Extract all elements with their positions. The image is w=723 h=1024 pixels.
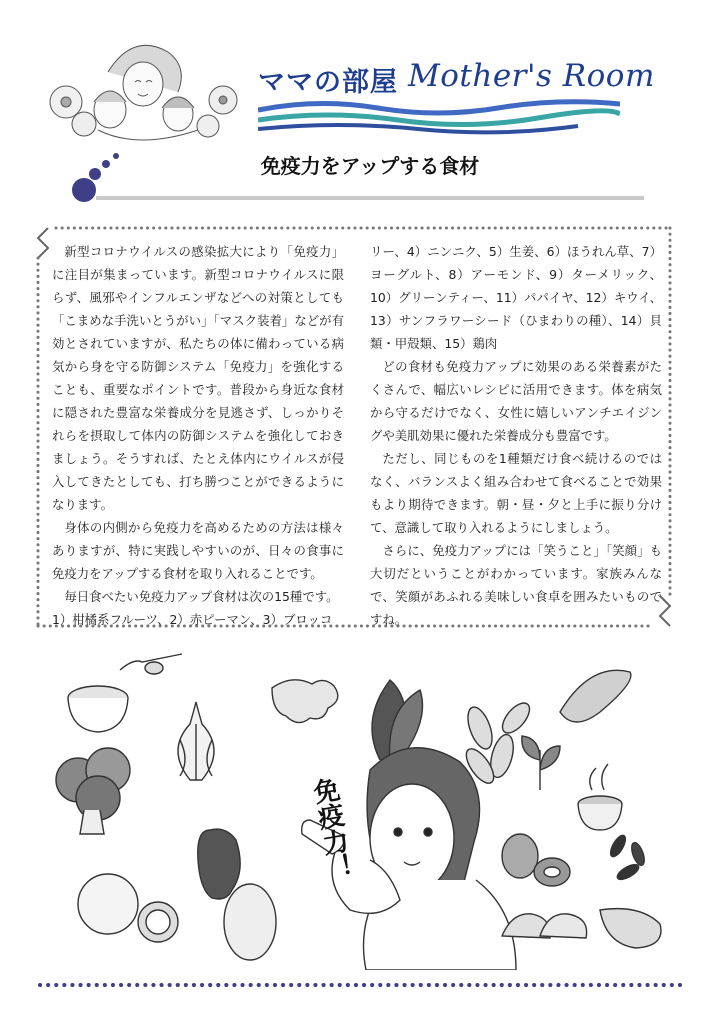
red-pepper-icon bbox=[198, 829, 240, 899]
article-right-column bbox=[370, 240, 662, 631]
garlic-icon bbox=[178, 702, 214, 780]
article-left-column bbox=[52, 240, 344, 631]
section-title: ママの部屋 bbox=[258, 67, 398, 98]
wave-decoration bbox=[258, 96, 620, 136]
sweet-potato-icon bbox=[560, 670, 631, 722]
header-illustration bbox=[38, 32, 248, 144]
chicken-wing-icon bbox=[600, 909, 661, 948]
food-illustration bbox=[40, 640, 680, 970]
kiwi-icon bbox=[502, 834, 570, 886]
yogurt-bowl-icon bbox=[68, 654, 182, 732]
citrus-fruit-icon bbox=[78, 874, 178, 942]
paragraph-list-intro: 毎日食べたい免疫力アップ食材は次の15種です。 bbox=[64, 589, 339, 604]
article-heading: 免疫力をアップする食材 bbox=[260, 154, 480, 178]
paragraph-balance: ただし、同じものを1種類だけ食べ続けるのではなく、バランスよく組み合わせて食べることで効果もより期待できます。朝・昼・夕と上手に振り分けて、意識して取り入れるようにしましょう。 bbox=[370, 451, 662, 535]
paragraph-intro: 新型コロナウイルスの感染拡大により「免疫力」に注目が集まっています。新型コロナウイルスに限らず、風邪やインフルエンザなどへの対策としても「こまめな手洗いとうがい」「マスク装着」などが有効とされていますが、私たちの体に備わっている病気から身を守る防御システム「免疫力」を強化することも、重要なポイントです。普段から身近な食材に隠された豊富な栄養成分を見逃さず、しっかりそれらを摂取して体内の防御システムを強化しておきましょう。そうすれば、たとえ体内にウイルスが侵入してきたとしても、打ち勝つことができるようになります。 bbox=[52, 244, 344, 512]
section-title-english: Mother's Room bbox=[408, 58, 655, 94]
food-list-start: 1）柑橘系フルーツ、2）赤ピーマン、3）ブロッコ bbox=[52, 612, 333, 627]
papaya-icon bbox=[224, 884, 276, 960]
shellfish-icon bbox=[502, 914, 587, 938]
heading-underline bbox=[96, 196, 644, 200]
sunflower-seed-icon bbox=[608, 833, 647, 882]
paragraph-nutrients: どの食材も免疫力アップに効果のある栄養素がたくさんで、幅広いレシピに活用できます。体を病気から守るだけでなく、女性に嬉しいアンチエイジングや美肌効果に優れた栄養成分も豊富です。 bbox=[370, 359, 662, 443]
speech-bubble-text: 免疫力！ bbox=[307, 775, 355, 884]
broccoli-icon bbox=[56, 748, 130, 834]
paragraph-smile: さらに、免疫力アップには「笑うこと」「笑顔」も大切だということがわかっています。家族みんなで、笑顔があふれる美味しい食卓を囲みたいものですね。 bbox=[370, 543, 662, 627]
bottom-dot-border bbox=[36, 980, 686, 990]
ginger-icon bbox=[272, 680, 338, 723]
green-tea-icon bbox=[522, 736, 622, 830]
food-list-continued: リー、4）ニンニク、5）生姜、6）ほうれん草、7）ヨーグルト、8）アーモンド、9）ターメリック、10）グリーンティー、11）パパイヤ、12）キウイ、13）サンフラワーシード（ひまわりの種）、14）貝類・甲殻類、15）鶏肉 bbox=[370, 244, 662, 351]
paragraph-method: 身体の内側から免疫力を高めるための方法は様々ありますが、特に実践しやすいのが、日々の食事に免疫力をアップする食材を取り入れることです。 bbox=[52, 520, 344, 581]
